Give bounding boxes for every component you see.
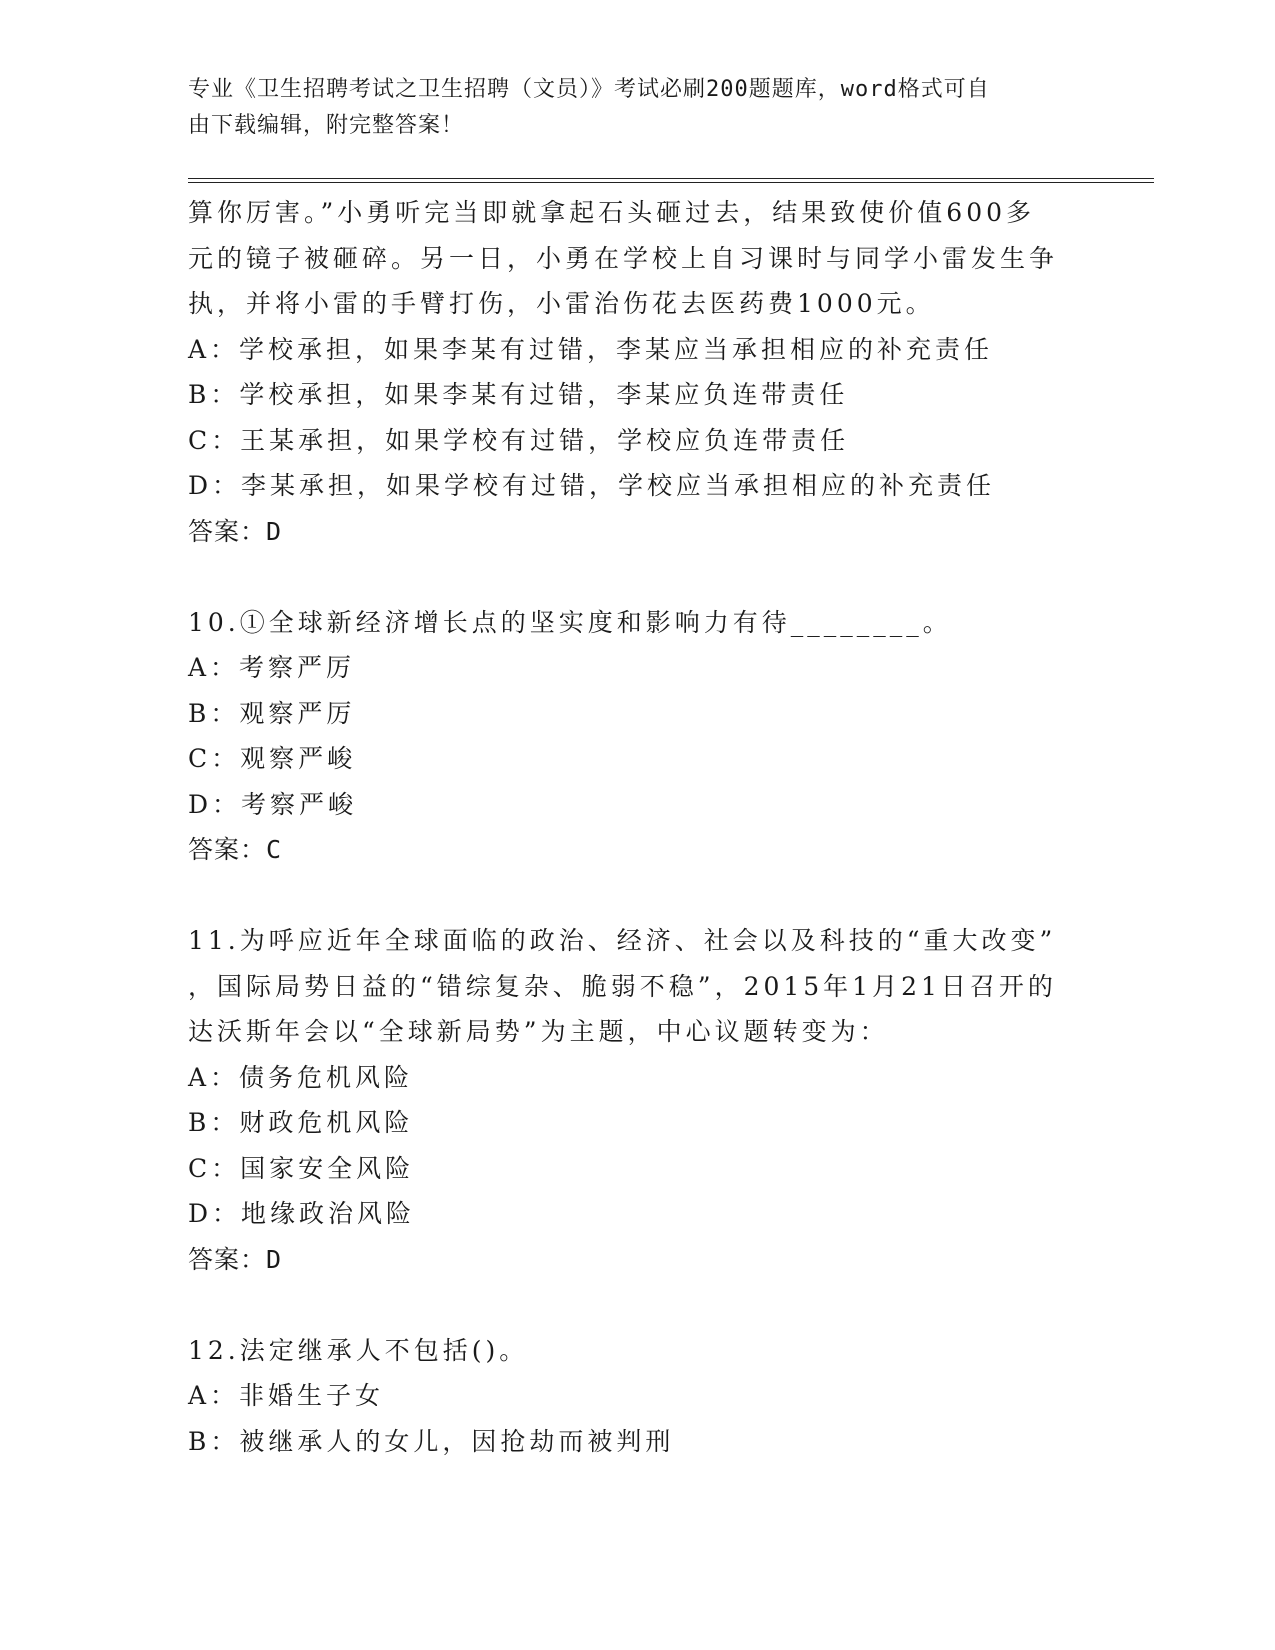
header-line-1: 专业《卫生招聘考试之卫生招聘（文员）》考试必刷200题题库，word格式可自	[188, 77, 990, 102]
question-stem-line: 算你厉害。”小勇听完当即就拿起石头砸过去，结果致使价值600多	[188, 198, 1036, 227]
question-stem-line: 执，并将小雷的手臂打伤，小雷治伤花去医药费1000元。	[188, 289, 935, 318]
option-c: C：王某承担，如果学校有过错，学校应负连带责任	[188, 425, 850, 455]
question-stem-line: 元的镜子被砸碎。另一日，小勇在学校上自习课时与同学小雷发生争	[188, 243, 1059, 273]
question-stem-line: 达沃斯年会以“全球新局势”为主题，中心议题转变为：	[188, 1017, 889, 1046]
option-d: D：李某承担，如果学校有过错，学校应当承担相应的补充责任	[188, 471, 996, 500]
option-a: A：学校承担，如果李某有过错，李某应当承担相应的补充责任	[188, 334, 994, 364]
option-a: A：债务危机风险	[188, 1062, 414, 1092]
page-header	[188, 72, 1068, 144]
question-stem-line: 12.法定继承人不包括()。	[188, 1335, 529, 1365]
option-c: C：国家安全风险	[188, 1153, 415, 1183]
header-divider	[188, 178, 1154, 183]
spacer	[188, 554, 1088, 600]
option-d: D：考察严峻	[188, 789, 358, 819]
question-stem-line: ，国际局势日益的“错综复杂、脆弱不稳”，2015年1月21日召开的	[188, 971, 1057, 1001]
option-b: B：观察严厉	[188, 698, 356, 728]
answer-label: 答案：D	[188, 516, 283, 546]
spacer	[188, 1282, 1088, 1328]
option-b: B：学校承担，如果李某有过错，李某应负连带责任	[188, 380, 849, 409]
answer-label: 答案：C	[188, 835, 283, 864]
answer-label: 答案：D	[188, 1244, 283, 1274]
question-12	[188, 1328, 1088, 1465]
option-c: C：观察严峻	[188, 744, 357, 773]
option-d: D：地缘政治风险	[188, 1199, 416, 1228]
question-stem-line: 10.①全球新经济增长点的坚实度和影响力有待________。	[188, 607, 952, 637]
document-body	[188, 190, 1088, 1464]
option-b: B：被继承人的女儿，因抢劫而被判刑	[188, 1426, 675, 1456]
question-10	[188, 600, 1088, 873]
option-a: A：考察严厉	[188, 653, 356, 682]
question-9-continuation	[188, 190, 1088, 554]
option-b: B：财政危机风险	[188, 1108, 414, 1137]
header-line-2: 由下载编辑，附完整答案！	[188, 113, 465, 138]
spacer	[188, 873, 1088, 919]
question-stem-line: 11.为呼应近年全球面临的政治、经济、社会以及科技的“重大改变”	[188, 926, 1057, 955]
option-a: A：非婚生子女	[188, 1381, 385, 1410]
question-11	[188, 918, 1088, 1282]
